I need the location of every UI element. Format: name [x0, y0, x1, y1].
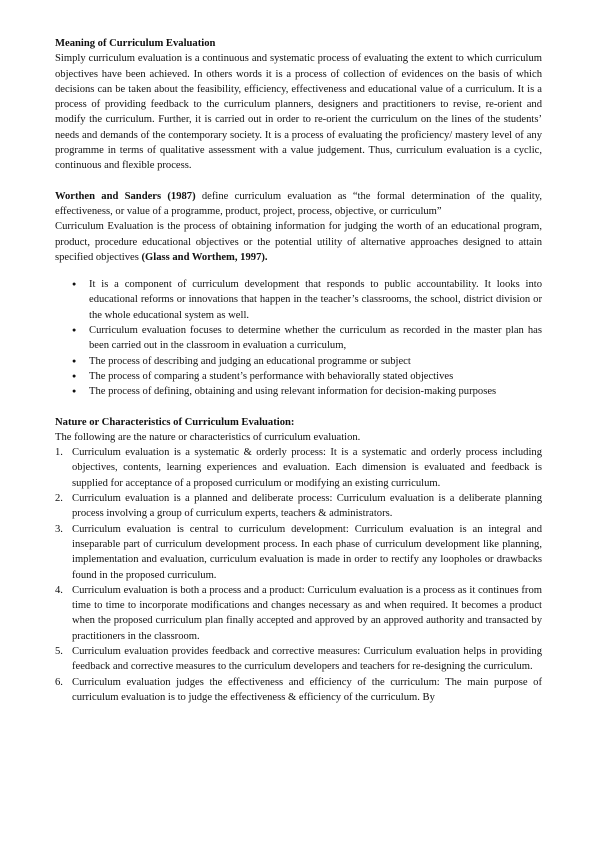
numbered-list — [55, 445, 542, 705]
item-number: 2. — [55, 493, 63, 505]
section-heading-nature: Nature or Characteristics of Curriculum Evaluation: — [55, 416, 295, 428]
item-text: Curriculum evaluation is central to curriculum development: Curriculum evaluation is an integral and inseparable part of curriculum development process. In each phase of curriculum development like planning, implementation and evaluation, curriculum evaluation is made in order to rectify any loopholes or drawbacks found in the proposed curriculum. — [72, 523, 542, 581]
numbered-item — [55, 644, 542, 675]
bullet-item: ● It is a component of curriculum development that responds to public accountability. It looks into educational reforms or innovations that happen in the teacher’s classrooms, the school, district division or the whole educational system as well. — [55, 277, 542, 323]
nature-intro: The following are the nature or characteristics of curriculum evaluation. — [55, 431, 361, 443]
section-heading-meaning: Meaning of Curriculum Evaluation — [55, 38, 216, 49]
worthen-sanders-definition — [55, 189, 542, 220]
item-text: Curriculum evaluation is a planned and deliberate process: Curriculum evaluation is a deliberate planning process involving a group of curriculum experts, teachers & administrators. — [72, 493, 542, 520]
item-text: Curriculum evaluation judges the effectiveness and efficiency of the curriculum: The main purpose of curriculum evaluation is to judge the effectiveness & efficiency of the curriculum. By — [72, 676, 542, 703]
numbered-item — [55, 583, 542, 644]
bullet-item: ● The process of defining, obtaining and using relevant information for decision-making purposes — [55, 384, 542, 399]
citation-glass-worthem: (Glass and Worthem, 1997). — [141, 251, 268, 263]
citation-worthen-sanders: Worthen and Sanders (1987) — [55, 190, 196, 202]
definition-text: define curriculum evaluation as “the formal determination of the quality, effectiveness, or value of a programme, product, project, process, objective, or curriculum” — [55, 190, 542, 217]
numbered-item — [55, 675, 542, 706]
meaning-paragraph: Simply curriculum evaluation is a continuous and systematic process of evaluating the extent to which curriculum objectives have been achieved. In others words it is a process of collection of evidences on the basis of which decisions can be taken about the feasibility, efficiency, effectiveness and educational value of a curriculum. It is a process of providing feedback to the curriculum planners, designers and practitioners to revise, re-orient and modify the curriculum. Further, it is carried out in order to re-orient the curriculum on the lines of the students’ needs and demands of the contemporary society. It is a process of evaluating the proficiency/ mastery level of any programme in terms of qualitative assessment with a value judgement. Thus, curriculum evaluation is a cyclic, continuous and flexible process. — [55, 53, 542, 172]
item-number: 5. — [55, 645, 63, 657]
item-text: Curriculum evaluation is a systematic & orderly process: It is a systematic and orderly process including objectives, contents, learning experiences and evaluation. Each dimension is evaluated and feedback is supplied for acceptance of a proposed curriculum or modifying an existing curriculum. — [72, 447, 542, 489]
item-number: 6. — [55, 676, 63, 688]
numbered-item — [55, 491, 542, 522]
document-page — [55, 36, 542, 705]
item-number: 4. — [55, 584, 63, 596]
bullet-list — [55, 277, 542, 399]
bullet-item: ● The process of comparing a student’s performance with behaviorally stated objectives — [55, 369, 542, 384]
numbered-item — [55, 522, 542, 583]
item-text: Curriculum evaluation provides feedback and corrective measures: Curriculum evaluation helps in providing feedback and corrective measures to the curriculum developers and teachers for re-designing the curriculum. — [72, 645, 542, 673]
item-number: 1. — [55, 447, 63, 459]
spacer — [55, 400, 542, 415]
numbered-item — [55, 445, 542, 491]
spacer — [55, 265, 542, 277]
item-number: 3. — [55, 523, 63, 535]
spacer — [55, 174, 542, 189]
bullet-item: ● The process of describing and judging an educational programme or subject — [55, 354, 542, 369]
item-text: Curriculum evaluation is both a process and a product: Curriculum evaluation is a process as it continues from time to time to incorporate modifications and changes necessary as and when required. It becomes a product when the proposed curriculum plan finally accepted and approved by an approved authority and transacted by practitioners in the classroom. — [72, 584, 542, 642]
definition-text-2: Curriculum Evaluation is the process of obtaining information for judging the worth of an educational program, product, procedure educational objectives or the potential utility of alternative approaches designed to attain specified objectives — [55, 221, 542, 263]
bullet-item: ● Curriculum evaluation focuses to determine whether the curriculum as recorded in the master plan has been carried out in the classroom in evaluation a curriculum, — [55, 323, 542, 354]
glass-worthem-definition — [55, 219, 542, 265]
